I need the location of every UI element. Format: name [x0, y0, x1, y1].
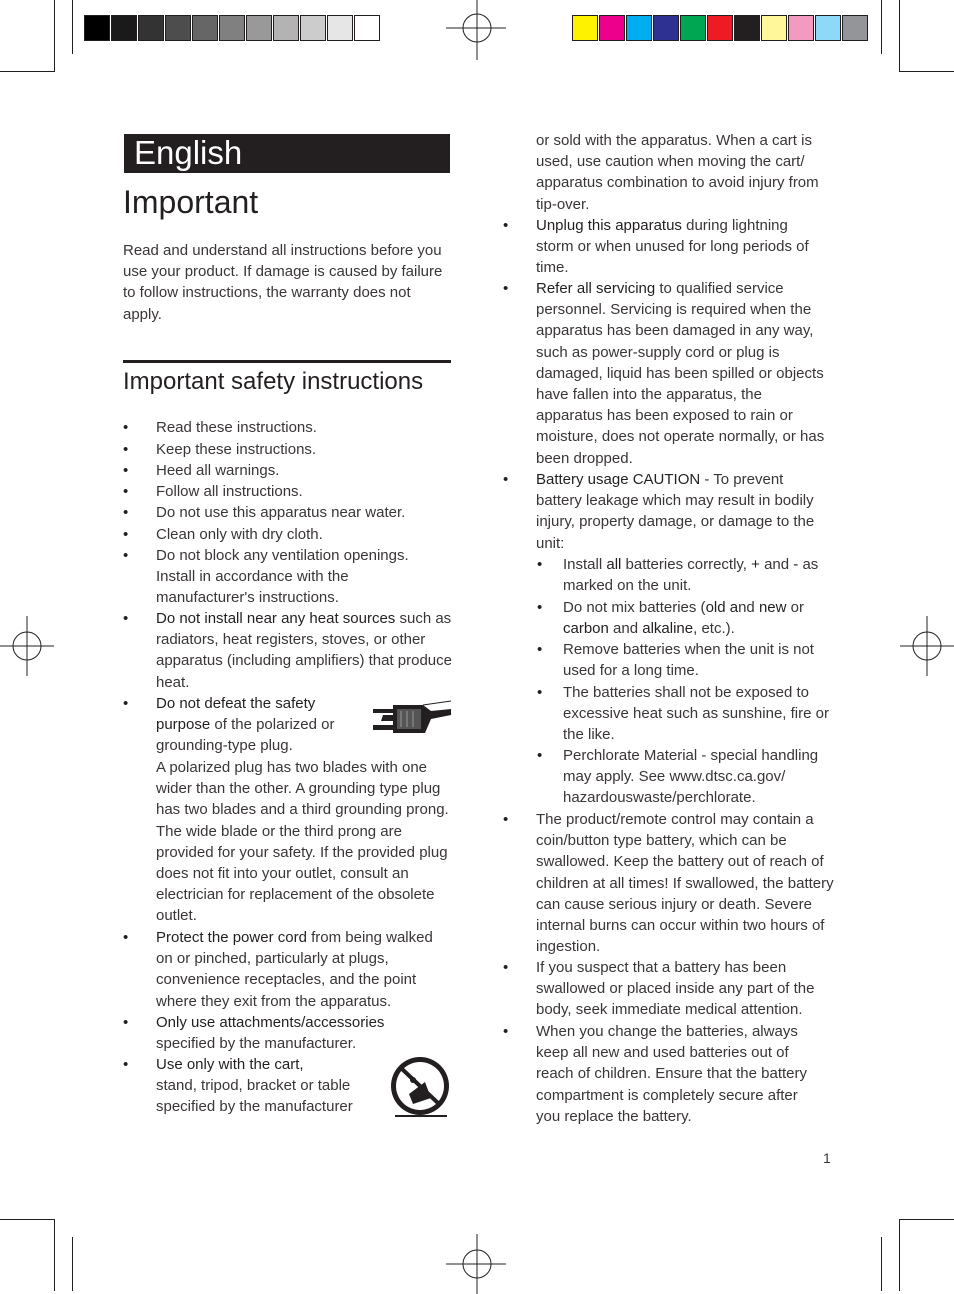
crop-mark: [54, 0, 55, 72]
list-item-text: stand, tripod, bracket or table specified by the manufacturer: [156, 1077, 353, 1116]
color-swatch: [273, 15, 299, 41]
list-bullet: •: [123, 504, 129, 521]
list-item-text: to qualified service personnel. Servicing is required when the apparatus has been damaged in any way, such as power-supply cord or plug is damaged, liquid has been spilled or objects have fallen into the apparatus, the apparatus has been exposed to rain or moisture, does not operate normally, or has been dropped.: [536, 280, 825, 467]
sublist-bullet: •: [537, 684, 543, 701]
text-run: +: [751, 556, 760, 573]
list-item-text: during lightning storm or when unused for long periods of time.: [536, 217, 809, 277]
text-run: new: [758, 599, 787, 616]
paragraph-continuation: or sold with the apparatus. When a cart is used, use caution when moving the cart/ apparatus combination to avoid injury from tip-over.: [536, 132, 819, 213]
text-run: -: [793, 556, 799, 573]
sublist-item: The batteries shall not be exposed to excessive heat such as sunshine, fire or the like.: [563, 684, 829, 744]
text-run: as marked on the unit.: [563, 556, 819, 595]
crop-mark: [899, 1219, 900, 1291]
section-rule: [123, 360, 451, 363]
crop-mark: [900, 71, 954, 72]
crop-mark: [0, 71, 54, 72]
text-run: and: [759, 556, 794, 573]
registration-mark-icon: [894, 616, 954, 676]
sublist-item: [563, 554, 831, 596]
list-item-bold: Refer all servicing: [536, 280, 656, 297]
color-swatch: [653, 15, 679, 41]
list-item-text: such as radiators, heat registers, stoves, or other apparatus (including amplifiers) that produce heat.: [156, 610, 452, 691]
list-item: [156, 608, 452, 693]
crop-mark: [881, 1237, 882, 1291]
text-run: nd: [738, 599, 759, 616]
color-swatch: [300, 15, 326, 41]
list-item-text: specified by the manufacturer.: [156, 1035, 357, 1053]
crop-mark: [72, 0, 73, 54]
list-item-bold: Unplug this apparatus: [536, 217, 682, 234]
list-bullet: •: [123, 1056, 129, 1073]
sublist-bullet: •: [537, 556, 543, 573]
list-item: If you suspect that a battery has been swallowed or placed inside any part of the body, seek immediate medical attention.: [536, 959, 815, 1019]
language-tab-label: English: [134, 134, 243, 171]
list-item: Do not block any ventilation openings. Install in accordance with the manufacturer's instructions.: [156, 547, 409, 607]
color-swatch: [111, 15, 137, 41]
crop-mark: [899, 0, 900, 72]
page-number: 1: [823, 1150, 831, 1166]
list-bullet: •: [123, 441, 129, 458]
text-run: alkaline: [642, 620, 694, 638]
cart-tipover-icon: [389, 1054, 453, 1120]
crop-mark: [54, 1219, 55, 1291]
color-swatch: [599, 15, 625, 41]
color-swatch: [246, 15, 272, 41]
list-bullet: •: [123, 462, 129, 479]
list-item: Clean only with dry cloth.: [156, 526, 323, 543]
sublist-item: [563, 597, 831, 639]
list-item-bold: Battery usage CAUTION: [536, 471, 701, 488]
crop-mark: [0, 1219, 54, 1220]
list-item: [536, 469, 832, 554]
list-bullet: •: [503, 280, 509, 297]
list-bullet: •: [503, 1023, 509, 1040]
list-bullet: •: [503, 959, 509, 976]
registration-mark-icon: [446, 0, 506, 60]
list-bullet: •: [503, 217, 509, 234]
crop-mark: [881, 0, 882, 54]
color-swatch: [354, 15, 380, 41]
list-bullet: •: [123, 610, 129, 627]
list-bullet: •: [123, 526, 129, 543]
intro-paragraph: Read and understand all instructions before you use your product. If damage is caused by failure to follow instructions, the warranty does not apply.: [123, 242, 443, 323]
color-swatch: [680, 15, 706, 41]
list-item: Keep these instructions.: [156, 441, 317, 458]
list-item-text: from being walked on or pinched, particularly at plugs, convenience receptacles, and the point where they exit from the apparatus.: [156, 929, 433, 1010]
color-swatch: [761, 15, 787, 41]
color-swatch: [192, 15, 218, 41]
sublist-bullet: •: [537, 747, 543, 764]
text-run: Install: [563, 556, 607, 573]
list-item-text: - To prevent battery leakage which may result in bodily injury, property damage, or damage to the unit:: [536, 471, 815, 552]
list-item: [156, 693, 336, 757]
list-item: Read these instructions.: [156, 419, 317, 436]
list-item: [536, 278, 826, 469]
color-swatch: [815, 15, 841, 41]
color-swatch: [788, 15, 814, 41]
list-item: [536, 215, 828, 279]
text-run: and: [608, 620, 643, 638]
list-item-bold: Do not install near any heat sources: [156, 610, 396, 627]
section-title: Important safety instructions: [123, 368, 424, 395]
color-swatch: [572, 15, 598, 41]
sublist-item: Perchlorate Material - special handling may apply. See www.dtsc.ca.gov/ hazardouswaste/perchlorate.: [563, 747, 819, 807]
list-item: Follow all instructions.: [156, 483, 303, 500]
list-item: The product/remote control may contain a coin/button type battery, which can be swallowed. Keep the battery out of reach of children at all times! If swallowed, the battery can cause serious injury or death. Severe internal burns can occur within two hours of ingestion.: [536, 811, 834, 956]
sublist-bullet: •: [537, 599, 543, 616]
list-item: [156, 1012, 450, 1054]
text-run: carbon: [563, 620, 609, 638]
sublist-bullet: •: [537, 641, 543, 658]
color-swatch: [138, 15, 164, 41]
language-tab: [124, 134, 450, 173]
list-item: Do not use this apparatus near water.: [156, 504, 406, 521]
list-item: [156, 927, 450, 1012]
list-bullet: •: [123, 929, 129, 946]
color-swatch: [165, 15, 191, 41]
list-item-text: of the polarized or grounding-type plug.: [156, 716, 335, 755]
list-bullet: •: [123, 419, 129, 436]
crop-mark: [72, 1237, 73, 1291]
text-run: batteries correctly,: [621, 556, 752, 573]
text-run: all: [606, 556, 622, 573]
color-swatch: [626, 15, 652, 41]
list-item-bold: Only use attachments/accessories: [156, 1014, 385, 1031]
color-swatch: [219, 15, 245, 41]
list-bullet: •: [123, 695, 129, 712]
color-swatch: [84, 15, 110, 41]
registration-mark-icon: [0, 616, 60, 676]
color-swatch: [842, 15, 868, 41]
color-swatch: [707, 15, 733, 41]
list-item-bold: Do not defeat the safety purpose: [156, 695, 316, 734]
list-item-bold: Use only with the cart,: [156, 1056, 304, 1073]
list-bullet: •: [123, 483, 129, 500]
list-item-continuation: A polarized plug has two blades with one wider than the other. A grounding type plug has two blades and a third grounding prong. The wide blade or the third prong are provided for your safety. If the provided plug does not fit into your outlet, consult an electrician for replacement of the obsolete outlet.: [156, 759, 449, 925]
list-bullet: •: [123, 547, 129, 564]
color-swatch: [327, 15, 353, 41]
list-bullet: •: [123, 1014, 129, 1031]
text-run: old a: [705, 599, 739, 616]
registration-mark-icon: [446, 1234, 506, 1294]
list-bullet: •: [503, 471, 509, 488]
text-run: Do not mix batteries (: [563, 599, 706, 616]
text-run: , etc.).: [693, 620, 735, 638]
sublist-item: Remove batteries when the unit is not used for a long time.: [563, 641, 814, 680]
list-item: [156, 1054, 366, 1118]
crop-mark: [900, 1219, 954, 1220]
plug-icon: [353, 697, 453, 745]
text-run: or: [786, 599, 804, 616]
list-item: When you change the batteries, always keep all new and used batteries out of reach of children. Ensure that the battery compartment is completely secure after you replace the battery.: [536, 1023, 807, 1125]
list-item: Heed all warnings.: [156, 462, 280, 479]
list-item-bold: Protect the power cord: [156, 929, 307, 946]
page-title: Important: [123, 184, 259, 220]
color-swatch: [734, 15, 760, 41]
list-bullet: •: [503, 811, 509, 828]
